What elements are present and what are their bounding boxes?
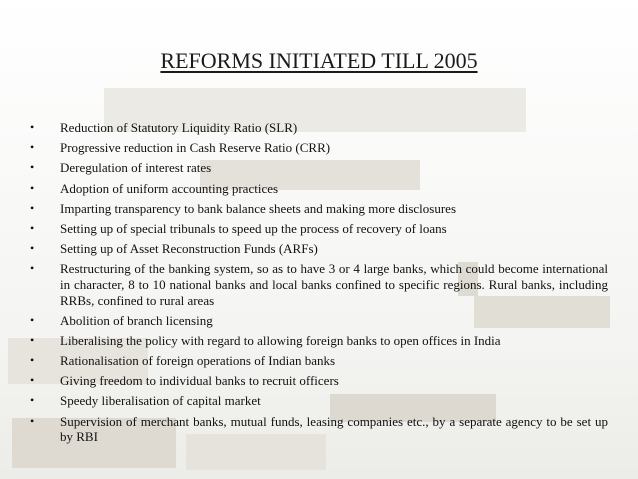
list-item-text: Progressive reduction in Cash Reserve Ratio (CRR)	[60, 140, 331, 156]
list-item-text: Deregulation of interest rates	[60, 160, 212, 176]
list-item	[30, 160, 608, 176]
list-item	[30, 333, 608, 349]
bullet-icon: •	[30, 332, 35, 347]
list-item	[30, 353, 608, 369]
bullet-icon: •	[30, 373, 35, 388]
bullet-icon: •	[30, 393, 35, 408]
bullet-icon: •	[30, 353, 35, 368]
list-item	[30, 140, 608, 156]
list-item-text: Supervision of merchant banks, mutual funds, leasing companies etc., by a separate agency to be set up by RBI	[60, 413, 608, 445]
list-item	[30, 313, 608, 329]
bullet-icon: •	[30, 200, 35, 215]
bullet-icon: •	[30, 120, 35, 134]
bullet-icon: •	[30, 220, 35, 235]
slide-title: REFORMS INITIATED TILL 2005	[160, 48, 478, 73]
list-item-text: Setting up of special tribunals to speed up the process of recovery of loans	[60, 220, 447, 236]
bullet-icon: •	[30, 413, 35, 428]
list-item-text: Rationalisation of foreign operations of Indian banks	[60, 353, 336, 369]
list-item	[30, 373, 608, 389]
list-item-text: Abolition of branch licensing	[60, 312, 213, 328]
bullet-icon: •	[30, 180, 35, 195]
list-item	[30, 393, 608, 409]
list-item	[30, 241, 608, 257]
list-item-text: Setting up of Asset Reconstruction Funds (ARFs)	[60, 241, 318, 257]
bullet-icon: •	[30, 312, 35, 327]
list-item-text: Liberalising the policy with regard to allowing foreign banks to open offices in India	[60, 332, 501, 348]
bullet-icon: •	[30, 140, 35, 155]
list-item-text: Reduction of Statutory Liquidity Ratio (SLR)	[60, 120, 298, 135]
bullet-icon: •	[30, 160, 35, 175]
list-item	[30, 221, 608, 237]
list-item	[30, 181, 608, 197]
bullet-list	[30, 120, 608, 449]
list-item	[30, 261, 608, 308]
list-item-text: Speedy liberalisation of capital market	[60, 393, 261, 409]
list-item	[30, 414, 608, 445]
bullet-icon: •	[30, 241, 35, 256]
list-item-text: Giving freedom to individual banks to recruit officers	[60, 373, 339, 389]
list-item-text: Imparting transparency to bank balance sheets and making more disclosures	[60, 200, 457, 216]
list-item-text: Restructuring of the banking system, so as to have 3 or 4 large banks, which could become international in character, 8 to 10 national banks and local banks confined to specific regions. Rural banks, including RRBs, confined to rural areas	[60, 261, 608, 308]
list-item-text: Adoption of uniform accounting practices	[60, 180, 279, 196]
list-item	[30, 120, 608, 136]
bullet-icon: •	[30, 261, 35, 276]
list-item	[30, 201, 608, 217]
